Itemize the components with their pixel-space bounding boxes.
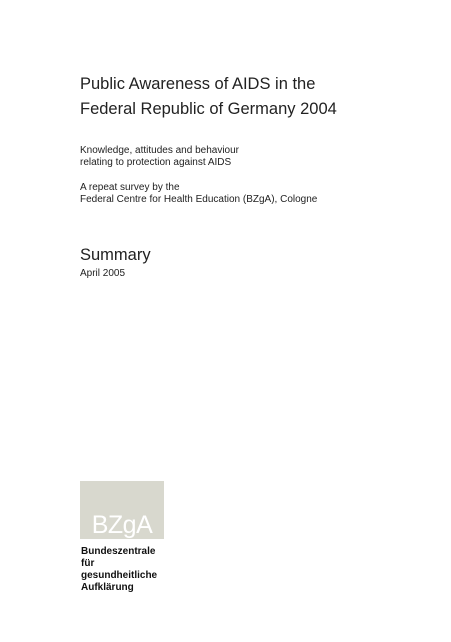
bzga-logo-text: BZgA (91, 511, 153, 539)
survey-line-1: A repeat survey by the (80, 182, 180, 193)
bzga-logo (80, 481, 164, 539)
title-line-2: Federal Republic of Germany 2004 (80, 100, 337, 118)
org-line-1: Bundeszentrale (81, 546, 156, 557)
survey-line-2: Federal Centre for Health Education (BZgA), Cologne (80, 194, 318, 205)
subtitle-line-2: relating to protection against AIDS (80, 157, 232, 168)
summary-heading: Summary (80, 246, 151, 264)
document-title (80, 72, 430, 122)
organization-name (81, 546, 201, 594)
subtitle-line-1: Knowledge, attitudes and behaviour (80, 145, 240, 156)
document-subtitle (80, 145, 420, 169)
org-line-4: Aufklärung (81, 582, 134, 593)
survey-description (80, 182, 420, 206)
publication-date: April 2005 (80, 268, 126, 279)
title-line-1: Public Awareness of AIDS in the (80, 75, 316, 93)
org-line-3: gesundheitliche (81, 570, 158, 581)
org-line-2: für (81, 558, 95, 569)
